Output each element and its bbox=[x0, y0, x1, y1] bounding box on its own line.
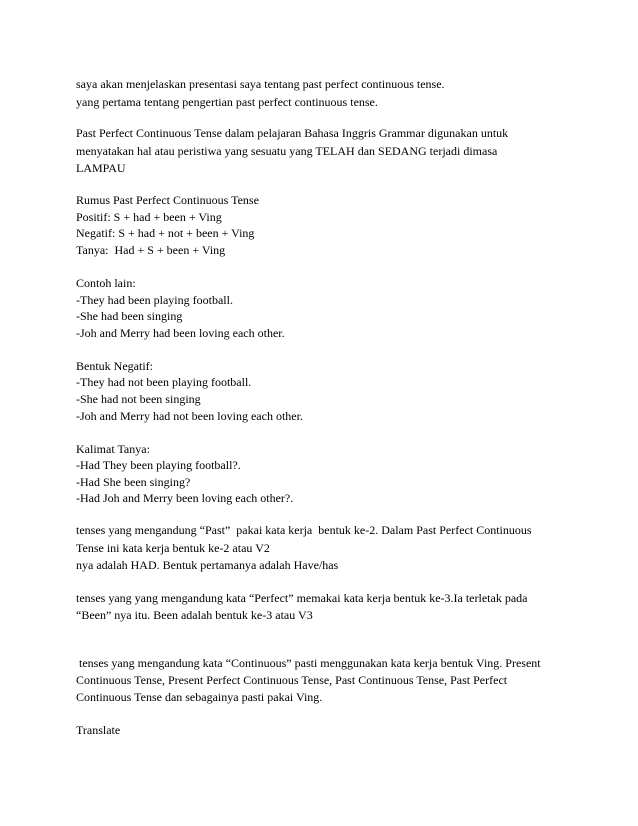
text-line: yang pertama tentang pengertian past perfect continuous tense. bbox=[76, 95, 378, 109]
text-line: -Had Joh and Merry been loving each other?. bbox=[76, 491, 294, 505]
text-line: -Had They been playing football?. bbox=[76, 458, 241, 472]
text-line: Negatif: S + had + not + been + Ving bbox=[76, 226, 255, 240]
text-line: -Joh and Merry had been loving each other. bbox=[76, 326, 285, 340]
text-line: -They had been playing football. bbox=[76, 293, 233, 307]
text-line: -They had not been playing football. bbox=[76, 375, 252, 389]
text-line: tenses yang mengandung “Past” pakai kata kerja bentuk ke-2. Dalam Past Perfect Continuous bbox=[76, 523, 532, 537]
text-line: -Had She been singing? bbox=[76, 475, 191, 489]
text-line: menyatakan hal atau peristiwa yang sesuatu yang TELAH dan SEDANG terjadi dimasa bbox=[76, 144, 498, 158]
text-line: Rumus Past Perfect Continuous Tense bbox=[76, 193, 259, 207]
text-line: Continuous Tense, Present Perfect Continuous Tense, Past Continuous Tense, Past Perfect bbox=[76, 673, 508, 687]
text-line: Continuous Tense dan sebagainya pasti pakai Ving. bbox=[76, 690, 323, 704]
text-line: Positif: S + had + been + Ving bbox=[76, 210, 222, 224]
text-line: saya akan menjelaskan presentasi saya tentang past perfect continuous tense. bbox=[76, 77, 445, 91]
text-line: nya adalah HAD. Bentuk pertamanya adalah Have/has bbox=[76, 558, 339, 572]
text-line: “Been” nya itu. Been adalah bentuk ke-3 atau V3 bbox=[76, 608, 313, 622]
text-line: tenses yang yang mengandung kata “Perfect” memakai kata kerja bentuk ke-3.Ia terletak pada bbox=[76, 591, 528, 605]
text-line: Tanya: Had + S + been + Ving bbox=[76, 243, 226, 257]
text-line: tenses yang mengandung kata “Continuous” pasti menggunakan kata kerja bentuk Ving. Present bbox=[76, 656, 541, 670]
text-line: Translate bbox=[76, 723, 121, 737]
text-line: LAMPAU bbox=[76, 161, 126, 175]
text-line: Bentuk Negatif: bbox=[76, 359, 153, 373]
text-line: -She had been singing bbox=[76, 309, 183, 323]
text-line: Contoh lain: bbox=[76, 276, 136, 290]
text-line: Past Perfect Continuous Tense dalam pelajaran Bahasa Inggris Grammar digunakan untuk bbox=[76, 126, 509, 140]
text-line: Tense ini kata kerja bentuk ke-2 atau V2 bbox=[76, 541, 270, 555]
text-line: -Joh and Merry had not been loving each other. bbox=[76, 409, 303, 423]
text-line: -She had not been singing bbox=[76, 392, 201, 406]
text-line: Kalimat Tanya: bbox=[76, 442, 150, 456]
